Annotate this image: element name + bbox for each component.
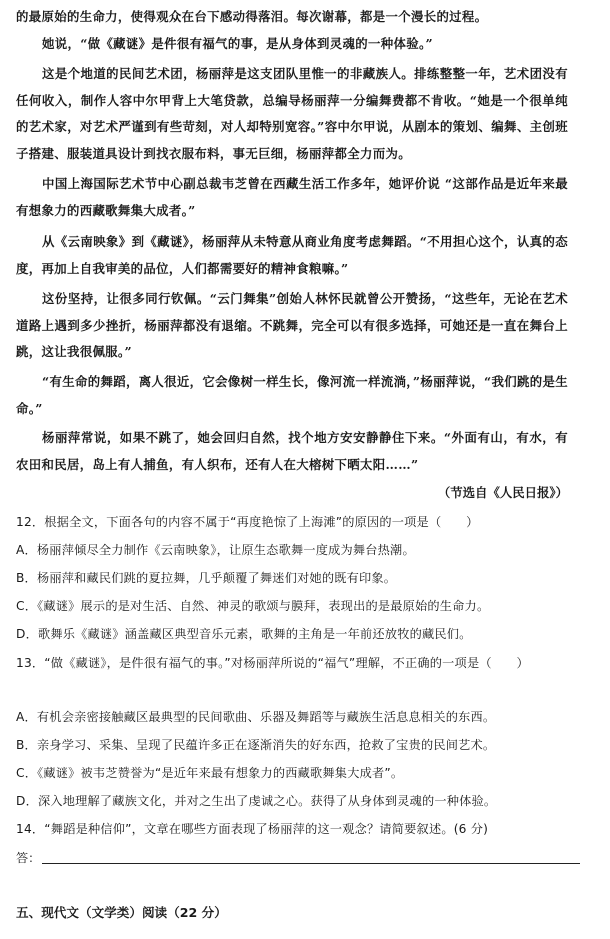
question-13-option-a: A．有机会亲密接触藏区最典型的民间歌曲、乐器及舞蹈等与藏族生活息息相关的东西。	[16, 710, 496, 724]
passage-paragraph-2: 她说，“做《藏谜》是件很有福气的事，是从身体到灵魂的一种体验。”	[42, 36, 433, 51]
passage-paragraph-8: 杨丽萍常说，如果不跳了，她会回归自然，找个地方安安静静住下来。“外面有山，有水，有农田和民居，岛上有人捕鱼，有人织布，还有人在大榕树下晒太阳……”	[16, 430, 568, 472]
question-13-stem: 13．“做《藏谜》，是件很有福气的事。”对杨丽萍所说的“福气”理解，不正确的一项是（ ）	[16, 656, 529, 670]
question-12-option-c: C．《藏谜》展示的是对生活、自然、神灵的歌颂与膜拜，表现出的是最原始的生命力。	[16, 599, 490, 613]
passage-paragraph-7: “有生命的舞蹈，离人很近，它会像树一样生长，像河流一样流淌，”杨丽萍说，“我们跳的是生命。”	[16, 374, 568, 416]
question-12-option-b: B．杨丽萍和藏民们跳的夏拉舞，几乎颠覆了舞迷们对她的既有印象。	[16, 571, 397, 585]
answer-area[interactable]	[16, 845, 572, 871]
question-13-option-c: C．《藏谜》被韦芝赞誉为“是近年来最有想象力的西藏歌舞集大成者”。	[16, 766, 404, 780]
question-14-stem: 14．“舞蹈是种信仰”，文章在哪些方面表现了杨丽萍的这一观念？请简要叙述。(6 分)	[16, 822, 489, 836]
passage-paragraph-1: 的最原始的生命力，使得观众在台下感动得落泪。每次谢幕，都是一个漫长的过程。	[16, 9, 488, 24]
answer-line[interactable]	[42, 863, 580, 864]
question-12-option-d: D．歌舞乐《藏谜》涵盖藏区典型音乐元素，歌舞的主角是一年前还放牧的藏民们。	[16, 627, 472, 641]
passage-paragraph-6: 这份坚持，让很多同行钦佩。“云门舞集”创始人林怀民就曾公开赞扬，“这些年，无论在艺术道路上遇到多少挫折，杨丽萍都没有退缩。不跳舞，完全可以有很多选择，可她还是一直在舞台上跳，这让我很佩服。”	[16, 291, 568, 360]
passage-paragraph-5: 从《云南映象》到《藏谜》，杨丽萍从未特意从商业角度考虑舞蹈。“不用担心这个，认真的态度，再加上自我审美的品位，人们都需要好的精神食粮嘛。”	[16, 234, 568, 276]
question-12-option-a: A．杨丽萍倾尽全力制作《云南映象》，让原生态歌舞一度成为舞台热潮。	[16, 543, 415, 557]
passage-paragraph-4: 中国上海国际艺术节中心副总裁韦芝曾在西藏生活工作多年，她评价说 “这部作品是近年来最有想象力的西藏歌舞集大成者。”	[16, 176, 568, 218]
passage-paragraph-3: 这是个地道的民间艺术团，杨丽萍是这支团队里惟一的非藏族人。排练整整一年，艺术团没有任何收入，制作人容中尔甲背上大笔贷款，总编导杨丽萍一分编舞费都不肯收。“她是一个很单纯的艺术家，对艺术严谨到有些苛刻，对人却特别宽容。”容中尔甲说，从剧本的策划、编舞、主创班子搭建、服装道具设计到找衣服布料，事无巨细，杨丽萍都全力而为。	[16, 66, 568, 161]
section-heading: 五、现代文（文学类）阅读（22 分）	[16, 905, 227, 920]
question-13-option-d: D．深入地理解了藏族文化，并对之生出了虔诚之心。获得了从身体到灵魂的一种体验。	[16, 794, 497, 808]
source-citation: （节选自《人民日报》）	[437, 485, 568, 500]
question-12-stem: 12．根据全文，下面各句的内容不属于“再度艳惊了上海滩”的原因的一项是（ ）	[16, 515, 479, 529]
question-13-option-b: B．亲身学习、采集、呈现了民蕴许多正在逐渐消失的好东西，抢救了宝贵的民间艺术。	[16, 738, 496, 752]
answer-label: 答：	[16, 851, 41, 865]
